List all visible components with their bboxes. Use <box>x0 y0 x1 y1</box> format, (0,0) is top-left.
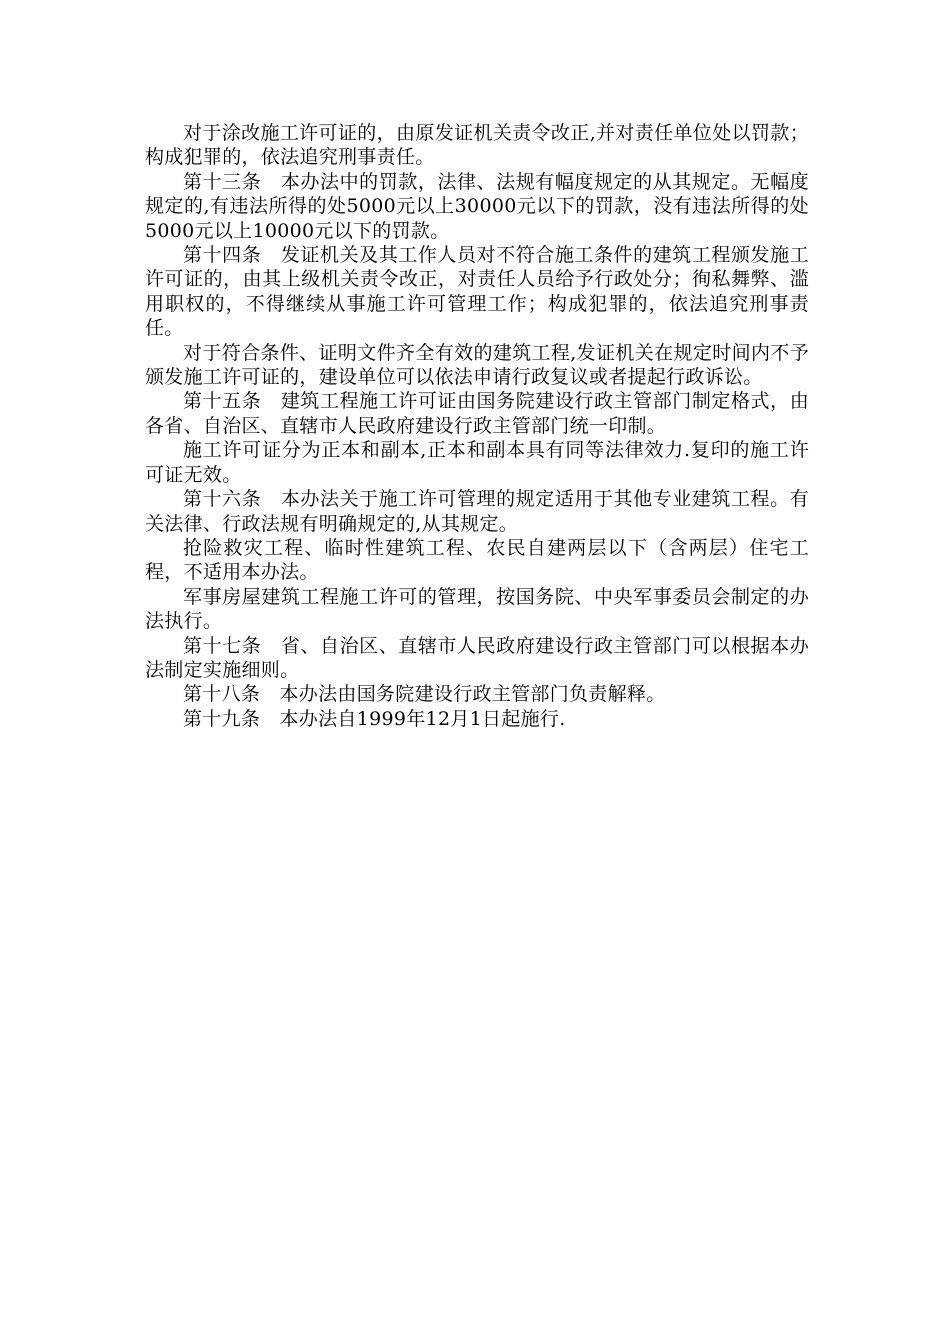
paragraph-administrative-review: 对于符合条件、证明文件齐全有效的建筑工程,发证机关在规定时间内不予颁发施工许可证的，建设单位可以依法申请行政复议或者提起行政诉讼。 <box>145 341 809 389</box>
paragraph-alteration-penalty: 对于涂改施工许可证的，由原发证机关责令改正,并对责任单位处以罚款；构成犯罪的，依法追究刑事责任。 <box>145 122 809 169</box>
paragraph-article-19: 第十九条 本办法自1999年12月1日起施行. <box>183 707 566 730</box>
paragraph-exemptions: 抢险救灾工程、临时性建筑工程、农民自建两层以下（含两层）住宅工程，不适用本办法。 <box>145 536 809 584</box>
paragraph-permit-copies: 施工许可证分为正本和副本,正本和副本具有同等法律效力.复印的施工许可证无效。 <box>145 439 809 486</box>
paragraph-article-13: 第十三条 本办法中的罚款，法律、法规有幅度规定的从其规定。无幅度规定的,有违法所得的处5000元以上30000元以下的罚款，没有违法所得的处5000元以上10000元以下的罚款。 <box>145 170 809 242</box>
document-body <box>145 121 809 731</box>
paragraph-article-15: 第十五条 建筑工程施工许可证由国务院建设行政主管部门制定格式，由各省、自治区、直辖市人民政府建设行政主管部门统一印制。 <box>145 390 809 437</box>
paragraph-article-14: 第十四条 发证机关及其工作人员对不符合施工条件的建筑工程颁发施工许可证的，由其上级机关责令改正，对责任人员给予行政处分；徇私舞弊、滥用职权的，不得继续从事施工许可管理工作；构成犯罪的，依法追究刑事责任。 <box>145 244 809 340</box>
paragraph-military-buildings: 军事房屋建筑工程施工许可的管理，按国务院、中央军事委员会制定的办法执行。 <box>145 585 809 633</box>
paragraph-article-18: 第十八条 本办法由国务院建设行政主管部门负责解释。 <box>183 683 666 706</box>
paragraph-article-16: 第十六条 本办法关于施工许可管理的规定适用于其他专业建筑工程。有关法律、行政法规有明确规定的,从其规定。 <box>145 488 809 535</box>
paragraph-article-17: 第十七条 省、自治区、直辖市人民政府建设行政主管部门可以根据本办法制定实施细则。 <box>145 634 809 681</box>
